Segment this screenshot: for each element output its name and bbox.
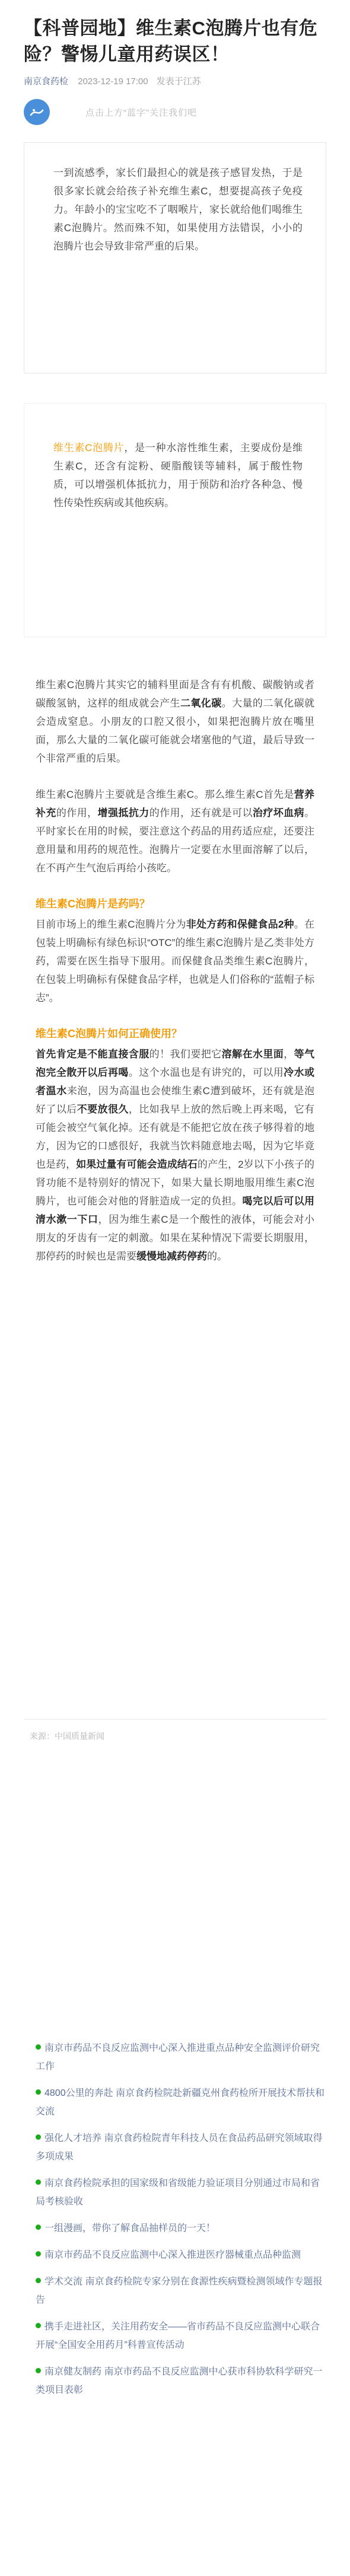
use-text: ， <box>284 1049 294 1060</box>
related-link-item[interactable] <box>36 2273 326 2309</box>
use-bold: 冷水或者温水 <box>36 1067 315 1097</box>
scurvy-term: 治疗坏血病 <box>252 807 305 819</box>
drug-section-heading: 维生素C泡腾片是药吗？ <box>36 898 150 910</box>
related-link-item[interactable] <box>36 2318 326 2354</box>
related-link-item[interactable] <box>36 2219 326 2238</box>
use-bold: 喝完以后可以用清水漱一下口 <box>36 1196 315 1225</box>
divider <box>24 1719 326 1720</box>
bullet-icon <box>36 2251 41 2257</box>
nutrition-term: 营养补充 <box>36 789 314 819</box>
related-links-list <box>36 2039 326 2399</box>
related-link-item[interactable] <box>36 2246 326 2264</box>
definition-body: ，是一种水溶性维生素，主要成份是维生素C，还含有淀粉、硬脂酸镁等辅料，属于酸性物质，可以增强机体抵抗力，用于预防和治疗各种急、慢性传染性疾病或其他疾病。 <box>53 442 303 509</box>
drug-text: 目前市场上的维生素C泡腾片分为 <box>36 919 186 930</box>
co2-term: 二氧化碳 <box>180 698 222 709</box>
mechanism-section <box>24 676 326 1265</box>
mechanism-paragraph-2 <box>24 785 326 877</box>
bullet-icon <box>36 2225 41 2230</box>
related-link-label: 南京食药检院承担的国家级和省级能力验证项目分别通过市局和省局考核验收 <box>36 2178 320 2207</box>
mechanism-text: 的作用， <box>56 807 98 819</box>
related-link-item[interactable] <box>36 2084 326 2121</box>
related-links <box>36 2039 326 2408</box>
use-bold: 溶解在水里面 <box>221 1049 284 1060</box>
related-link-label: 南京市药品不良反应监测中心深入推进医疗器械重点品种监测 <box>44 2250 301 2260</box>
mechanism-text: 维生素C泡腾片其实它的辅料里面是含有有机酸、碳酸钠或者碳酸氢钠，这样的组成就会产生 <box>36 679 314 709</box>
bullet-icon <box>36 2278 41 2283</box>
related-link-label: 4800公里的奔赴 南京食药检院赴新疆克州食药检所开展技术帮扶和交流 <box>36 2088 325 2117</box>
use-bold: 等气泡完全散开以后再喝 <box>36 1049 315 1078</box>
article-title: 【科普园地】维生素C泡腾片也有危险？警惕儿童用药误区！ <box>24 18 318 65</box>
mechanism-paragraph-1 <box>24 676 326 768</box>
definition-text <box>53 439 303 512</box>
immunity-term: 增强抵抗力 <box>97 807 149 819</box>
use-text: ，因为维生素C是一个酸性的液体，可能会对小朋友的牙齿有一定的刺激。如果在某种情况下需要长期服用，那停药的时候也是需要 <box>36 1214 315 1262</box>
use-bold: 如果过量有可能会造成结石 <box>76 1159 198 1170</box>
related-link-item[interactable] <box>36 2174 326 2211</box>
use-text: ，比如我早上放的然后晚上再来喝，它有可能会被空气氧化掉。还有就是不能把它放在孩子够得着的地方，因为它的口感很好，我就当饮料随意地去喝，因为它毕竟也是药， <box>36 1104 315 1170</box>
use-bold: 不要放很久 <box>77 1104 129 1115</box>
use-bold: 首先肯定是不能直接含服 <box>36 1049 149 1060</box>
subscribe-banner[interactable] <box>24 99 326 125</box>
use-text: 的！我们要把它 <box>149 1049 222 1060</box>
drug-types-term: 非处方药和保健食品2种 <box>186 919 294 930</box>
bullet-icon <box>36 2179 41 2185</box>
related-link-label: 一组漫画，带你了解食品抽样员的一天！ <box>44 2223 216 2233</box>
mechanism-text: 的作用，还有就是可以 <box>149 807 253 819</box>
subscribe-icon <box>24 99 50 125</box>
author-link[interactable]: 南京食药检 <box>24 76 69 87</box>
drug-section-text <box>24 915 326 1007</box>
use-bold: 缓慢地减药停药 <box>136 1251 207 1262</box>
source-section <box>24 1719 326 1742</box>
article-meta <box>24 75 326 87</box>
use-section-text <box>24 1045 326 1265</box>
bullet-icon <box>36 2134 41 2140</box>
related-link-item[interactable] <box>36 2129 326 2166</box>
mechanism-text: 。平时家长在用的时候，要注意这个药品的用药适应症，还要注意用量和用药的规范性。泡腾片一定要在水里面溶解了以后，在不再产生气泡后再给小孩吃。 <box>36 807 315 874</box>
source-text: 来源：中国质量新闻 <box>30 1731 104 1741</box>
use-text: 的产生，2岁以下小孩子的肾功能不是特别好的情况下，如果大量长期地服用维生素C泡腾片，也可能会对他的肾脏造成一定的负担。 <box>36 1159 314 1207</box>
definition-term: 维生素C泡腾片 <box>53 442 125 453</box>
related-link-label: 南京市药品不良反应监测中心深入推进重点品种安全监测评价研究工作 <box>36 2043 320 2072</box>
bullet-icon <box>36 2089 41 2095</box>
use-text: 。这个水温也是有讲究的，可以用 <box>128 1067 284 1078</box>
bullet-icon <box>36 2044 41 2050</box>
related-link-label: 南京健友制药 南京市药品不良反应监测中心获市科协软科学研究一类项目表彰 <box>36 2367 323 2395</box>
bullet-icon <box>36 2368 41 2373</box>
intro-text: 一到流感季，家长们最担心的就是孩子感冒发热，于是很多家长就会给孩子补充维生素C，想要提高孩子免疫力。年龄小的宝宝吃不了咽喉片，家长就给他们喝维生素C泡腾片。然而殊不知，如果使用方法错误，小小的泡腾片也会导致非常严重的后果。 <box>53 167 303 252</box>
article-header <box>0 0 350 87</box>
publish-date: 2023-12-19 17:00 <box>78 76 148 87</box>
related-link-item[interactable] <box>36 2039 326 2076</box>
mechanism-text: 维生素C泡腾片主要就是含维生素C。那么维生素C首先是 <box>36 789 294 800</box>
drug-text: 。在包装上明确标有绿色标识“OTC”的维生素C泡腾片是乙类非处方药，需要在医生指导下服用。而保健食品类维生素C泡腾片，在包装上明确标有保健食品字样，也就是人们俗称的“蓝帽子标志”。 <box>36 919 314 1003</box>
subscribe-hint: 点击上方“蓝字”关注我们吧 <box>85 107 197 118</box>
publish-location: 发表于江苏 <box>156 76 201 87</box>
related-link-item[interactable] <box>36 2363 326 2399</box>
mechanism-text: 。大量的二氧化碳就会造成窒息。小朋友的口腔又很小，如果把泡腾片放在嘴里面，那么大量的二氧化碳可能就会堵塞他的气道，最后导致一个非常严重的后果。 <box>36 698 315 764</box>
bullet-icon <box>36 2323 41 2328</box>
related-link-label: 强化人才培养 南京食药检院青年科技人员在食品药品研究领域取得多项成果 <box>36 2133 323 2162</box>
related-link-label: 携手走进社区，关注用药安全——省市药品不良反应监测中心联合开展“全国安全用药月”科普宣传活动 <box>36 2322 320 2350</box>
use-section-heading: 维生素C泡腾片如何正确使用？ <box>36 1028 182 1040</box>
use-text: 的。 <box>207 1251 227 1262</box>
use-text: 来泡，因为高温也会使维生素C遭到破坏，还有就是泡好了以后 <box>36 1085 315 1115</box>
related-link-label: 学术交流 南京食药检院专家分别在食源性疾病暨检测领域作专题报告 <box>36 2277 323 2305</box>
